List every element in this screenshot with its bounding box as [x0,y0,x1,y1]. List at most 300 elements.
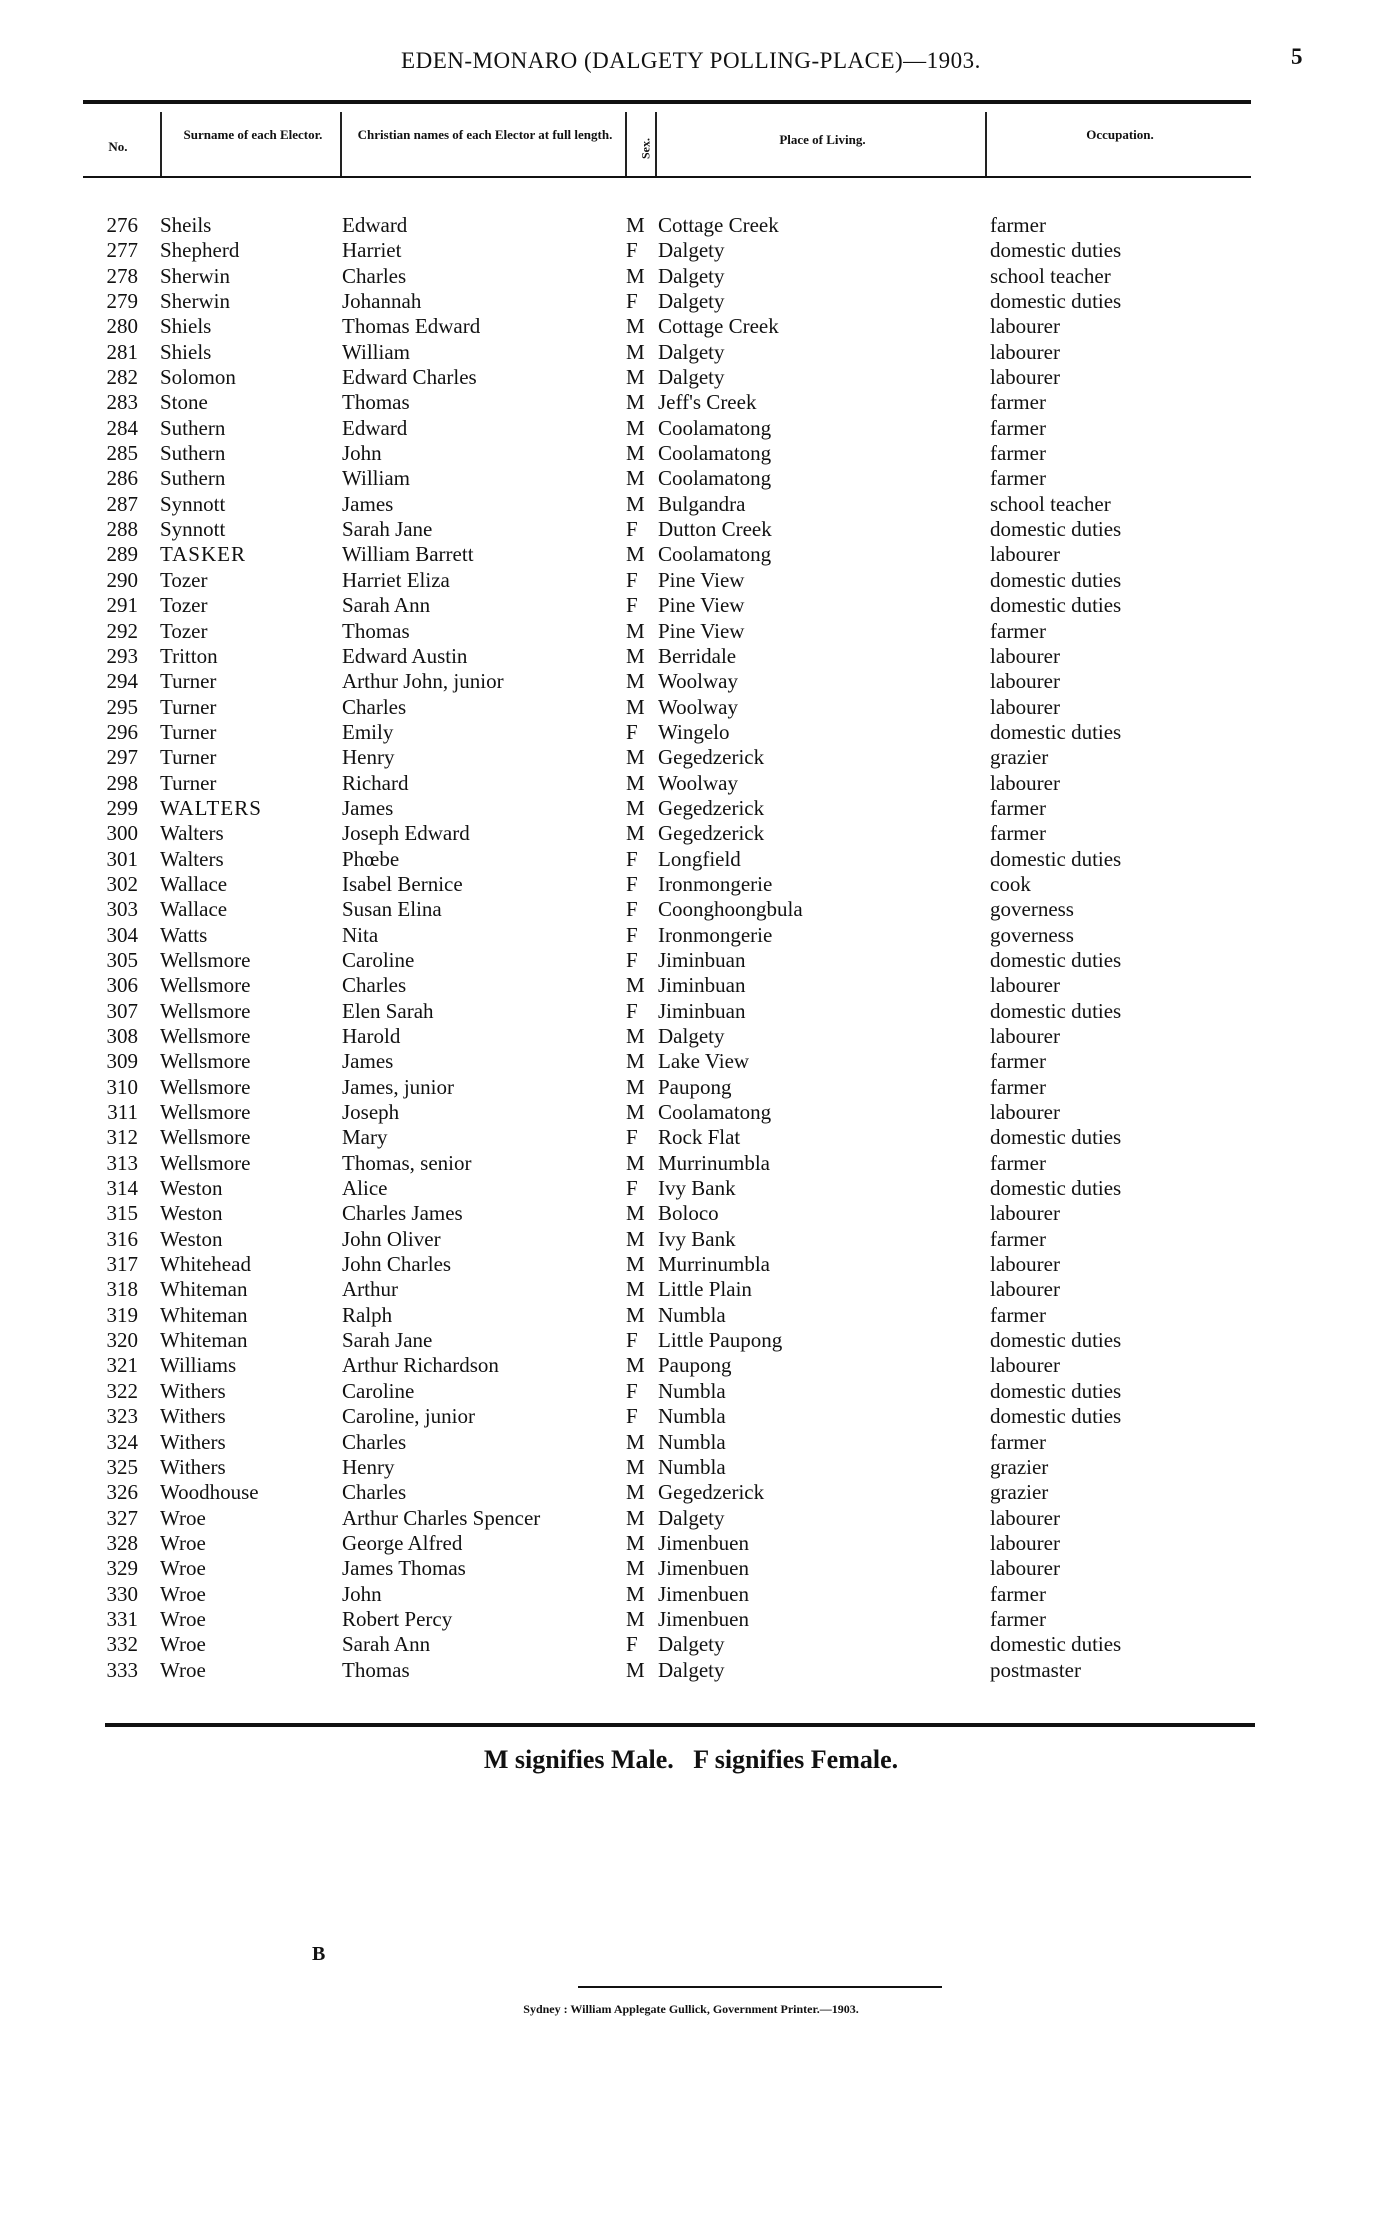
elector-sex: M [626,1657,645,1682]
elector-christian-names: Joseph Edward [342,821,470,846]
elector-place: Wingelo [658,719,730,744]
elector-christian-names: Alice [342,1176,388,1201]
elector-occupation: labourer [990,1201,1060,1226]
elector-place: Dalgety [658,1657,725,1682]
elector-surname: Weston [160,1201,223,1226]
elector-occupation: cook [990,871,1031,896]
table-row [0,1252,1382,1277]
elector-occupation: school teacher [990,491,1111,516]
elector-christian-names: Sarah Ann [342,593,431,618]
elector-sex: M [626,1252,645,1277]
printer-imprint: Sydney : William Applegate Gullick, Government Printer.—1903. [523,2002,859,2016]
column-header-sex: Sex. [638,138,653,159]
elector-number: 321 [106,1353,138,1378]
elector-surname: Wroe [160,1556,206,1581]
elector-place: Cottage Creek [658,213,779,237]
elector-christian-names: Charles [342,694,407,719]
elector-number: 296 [106,719,138,744]
elector-sex: M [626,1429,645,1454]
elector-sex: M [626,1049,645,1074]
elector-number: 291 [106,593,138,618]
elector-christian-names: Caroline [342,1378,415,1403]
elector-place: Ironmongerie [658,922,773,947]
elector-christian-names: James [342,795,394,820]
elector-sex: M [626,1454,645,1479]
elector-christian-names: Mary [342,1125,388,1150]
elector-occupation: labourer [990,1252,1060,1277]
elector-place: Jeff's Creek [658,390,757,415]
elector-sex: M [626,390,645,415]
elector-occupation: labourer [990,1024,1060,1048]
table-row [0,517,1382,542]
elector-sex: F [626,238,638,263]
elector-number: 327 [106,1505,138,1530]
elector-place: Pine View [658,567,745,592]
elector-surname: Whiteman [160,1277,248,1302]
table-row [0,821,1382,846]
elector-sex: M [626,1480,645,1505]
column-header-no: No. [108,139,128,154]
table-row [0,1049,1382,1074]
elector-sex: M [626,1606,645,1631]
table-row [0,1328,1382,1353]
column-header-christian: Christian names of each Elector at full length. [357,127,613,142]
table-row [0,1201,1382,1226]
elector-place: Woolway [658,770,738,795]
elector-occupation: farmer [990,390,1046,415]
table-row [0,1531,1382,1556]
elector-christian-names: William Barrett [342,542,474,567]
elector-sex: M [626,365,645,390]
elector-place: Dalgety [658,339,725,364]
elector-occupation: labourer [990,1505,1060,1530]
elector-place: Jimenbuen [658,1606,749,1631]
elector-surname: WALTERS [160,795,262,820]
elector-occupation: farmer [990,441,1046,466]
elector-number: 314 [106,1176,138,1201]
elector-occupation: labourer [990,1353,1060,1378]
elector-place: Berridale [658,643,737,668]
elector-surname: Wellsmore [160,1125,251,1150]
elector-christian-names: Caroline, junior [342,1404,475,1429]
elector-christian-names: Johannah [342,289,422,314]
elector-christian-names: Charles [342,1480,407,1505]
elector-sex: M [626,770,645,795]
elector-occupation: labourer [990,339,1060,364]
elector-surname: Williams [160,1353,237,1378]
elector-surname: Wellsmore [160,1100,251,1125]
elector-occupation: farmer [990,1606,1046,1631]
elector-occupation: domestic duties [990,1378,1122,1403]
elector-occupation: farmer [990,1302,1046,1327]
elector-surname: Wroe [160,1505,206,1530]
elector-number: 283 [106,390,138,415]
elector-occupation: farmer [990,1581,1046,1606]
elector-sex: M [626,1150,645,1175]
elector-christian-names: Robert Percy [342,1606,453,1631]
elector-place: Murrinumbla [658,1150,770,1175]
elector-occupation: postmaster [990,1657,1081,1682]
elector-number: 304 [106,922,138,947]
elector-surname: Wellsmore [160,1074,251,1099]
table-row [0,1404,1382,1429]
elector-place: Coolamatong [658,415,772,440]
elector-number: 293 [106,643,138,668]
table-row [0,1556,1382,1581]
elector-place: Woolway [658,694,738,719]
elector-surname: Walters [160,846,224,871]
elector-christian-names: Arthur John, junior [342,669,504,694]
elector-sex: F [626,846,638,871]
elector-sex: M [626,1302,645,1327]
table-row [0,1455,1382,1480]
elector-occupation: farmer [990,618,1046,643]
elector-christian-names: William [342,339,410,364]
table-row [0,1075,1382,1100]
elector-number: 322 [106,1378,138,1403]
elector-surname: Wellsmore [160,947,251,972]
elector-christian-names: Charles [342,973,407,998]
elector-occupation: grazier [990,1454,1049,1479]
elector-occupation: grazier [990,1480,1049,1505]
table-row [0,213,1382,238]
elector-surname: Walters [160,821,224,846]
elector-sex: M [626,1074,645,1099]
elector-place: Jiminbuan [658,947,746,972]
elector-christian-names: Sarah Ann [342,1632,431,1657]
elector-christian-names: Charles [342,1429,407,1454]
table-row [0,264,1382,289]
elector-christian-names: Edward [342,213,408,237]
elector-christian-names: Sarah Jane [342,517,433,542]
elector-sex: M [626,213,645,237]
elector-place: Dalgety [658,1024,725,1048]
elector-number: 311 [107,1100,138,1125]
table-row [0,1480,1382,1505]
elector-sex: M [626,1581,645,1606]
elector-place: Paupong [658,1074,732,1099]
elector-occupation: domestic duties [990,998,1122,1023]
sheet-signature-mark: B [312,1943,326,1965]
elector-place: Gegedzerick [658,745,765,770]
elector-surname: Wroe [160,1632,206,1657]
elector-sex: M [626,441,645,466]
elector-sex: F [626,593,638,618]
column-divider [160,112,162,178]
elector-occupation: farmer [990,821,1046,846]
elector-place: Numbla [658,1302,726,1327]
elector-sex: M [626,1505,645,1530]
elector-place: Longfield [658,846,741,871]
elector-occupation: domestic duties [990,567,1122,592]
elector-occupation: domestic duties [990,719,1122,744]
elector-number: 284 [106,415,138,440]
elector-surname: Sherwin [160,289,230,314]
elector-number: 300 [106,821,138,846]
elector-surname: Tozer [160,618,208,643]
elector-place: Paupong [658,1353,732,1378]
elector-sex: M [626,1024,645,1048]
elector-place: Ironmongerie [658,871,773,896]
elector-sex: F [626,998,638,1023]
elector-surname: Synnott [160,491,226,516]
elector-place: Numbla [658,1404,726,1429]
table-row [0,720,1382,745]
elector-occupation: labourer [990,542,1060,567]
elector-christian-names: Phœbe [342,846,400,871]
elector-number: 292 [106,618,138,643]
elector-sex: F [626,1328,638,1353]
elector-christian-names: Thomas [342,618,410,643]
elector-surname: Whiteman [160,1302,248,1327]
elector-occupation: governess [990,922,1074,947]
elector-number: 285 [106,441,138,466]
elector-christian-names: Sarah Jane [342,1328,433,1353]
elector-number: 324 [106,1429,138,1454]
elector-christian-names: James, junior [342,1074,454,1099]
table-row [0,669,1382,694]
elector-sex: M [626,618,645,643]
table-row [0,1658,1382,1683]
elector-occupation: labourer [990,694,1060,719]
elector-surname: Withers [160,1429,226,1454]
table-row [0,1176,1382,1201]
elector-sex: F [626,1176,638,1201]
elector-christian-names: Henry [342,745,395,770]
elector-occupation: farmer [990,1049,1046,1074]
elector-surname: Wroe [160,1581,206,1606]
table-row [0,973,1382,998]
table-row [0,1607,1382,1632]
elector-sex: M [626,263,645,288]
elector-christian-names: Edward Charles [342,365,477,390]
elector-christian-names: Caroline [342,947,415,972]
elector-christian-names: James [342,1049,394,1074]
elector-place: Coolamatong [658,441,772,466]
table-row [0,1125,1382,1150]
elector-occupation: farmer [990,1429,1046,1454]
elector-sex: M [626,314,645,339]
elector-christian-names: Edward [342,415,408,440]
elector-occupation: labourer [990,643,1060,668]
elector-surname: Turner [160,669,217,694]
elector-surname: Watts [160,922,208,947]
elector-place: Lake View [658,1049,750,1074]
elector-christian-names: Emily [342,719,394,744]
elector-place: Coolamatong [658,542,772,567]
elector-surname: Weston [160,1226,223,1251]
elector-place: Ivy Bank [658,1176,736,1201]
elector-number: 299 [106,795,138,820]
elector-surname: Wellsmore [160,973,251,998]
elector-number: 301 [106,846,138,871]
elector-surname: Shiels [160,339,212,364]
elector-christian-names: Arthur Richardson [342,1353,499,1378]
elector-surname: Wallace [160,897,228,922]
elector-occupation: labourer [990,1277,1060,1302]
elector-sex: M [626,1277,645,1302]
elector-christian-names: Ralph [342,1302,393,1327]
table-row [0,745,1382,770]
elector-place: Jimenbuen [658,1530,749,1555]
elector-sex: M [626,1226,645,1251]
elector-christian-names: William [342,466,410,491]
elector-place: Coolamatong [658,1100,772,1125]
elector-number: 305 [106,947,138,972]
elector-occupation: labourer [990,1530,1060,1555]
elector-number: 282 [106,365,138,390]
elector-occupation: domestic duties [990,846,1122,871]
sex-legend: M signifies Male. F signifies Female. [483,1745,899,1774]
elector-place: Ivy Bank [658,1226,736,1251]
elector-christian-names: John [342,441,382,466]
elector-occupation: domestic duties [990,1125,1122,1150]
elector-number: 317 [106,1252,138,1277]
elector-number: 316 [106,1226,138,1251]
elector-occupation: domestic duties [990,238,1122,263]
printer-rule [578,1986,942,1988]
elector-number: 308 [106,1024,138,1048]
table-row [0,441,1382,466]
elector-number: 303 [106,897,138,922]
elector-number: 280 [106,314,138,339]
elector-place: Dutton Creek [658,517,772,542]
elector-christian-names: Charles James [342,1201,463,1226]
elector-number: 277 [106,238,138,263]
table-row [0,948,1382,973]
elector-christian-names: Arthur [342,1277,398,1302]
elector-occupation: school teacher [990,263,1111,288]
page-number: 5 [1291,44,1303,69]
table-row [0,289,1382,314]
elector-surname: Whitehead [160,1252,251,1277]
elector-christian-names: Nita [342,922,379,947]
elector-surname: Wroe [160,1657,206,1682]
elector-occupation: domestic duties [990,1632,1122,1657]
elector-sex: M [626,694,645,719]
elector-surname: Woodhouse [160,1480,259,1505]
elector-place: Dalgety [658,289,725,314]
elector-place: Numbla [658,1378,726,1403]
table-row [0,796,1382,821]
table-row [0,390,1382,415]
table-row [0,340,1382,365]
table-row [0,771,1382,796]
elector-surname: Shiels [160,314,212,339]
elector-surname: Suthern [160,441,226,466]
elector-place: Pine View [658,618,745,643]
elector-number: 309 [106,1049,138,1074]
elector-occupation: domestic duties [990,517,1122,542]
elector-christian-names: Joseph [342,1100,400,1125]
elector-christian-names: Richard [342,770,409,795]
elector-sex: M [626,745,645,770]
elector-place: Gegedzerick [658,1480,765,1505]
elector-surname: Suthern [160,466,226,491]
elector-number: 302 [106,871,138,896]
elector-occupation: labourer [990,669,1060,694]
elector-number: 312 [106,1125,138,1150]
elector-place: Jiminbuan [658,973,746,998]
elector-number: 278 [106,263,138,288]
elector-occupation: domestic duties [990,289,1122,314]
elector-place: Gegedzerick [658,821,765,846]
elector-sex: M [626,795,645,820]
table-row [0,923,1382,948]
elector-sex: M [626,973,645,998]
elector-number: 330 [106,1581,138,1606]
elector-christian-names: Harriet Eliza [342,567,450,592]
elector-place: Murrinumbla [658,1252,770,1277]
elector-surname: TASKER [160,542,246,567]
elector-occupation: domestic duties [990,947,1122,972]
table-row [0,872,1382,897]
elector-sex: M [626,542,645,567]
table-row [0,466,1382,491]
elector-occupation: farmer [990,466,1046,491]
elector-occupation: domestic duties [990,1176,1122,1201]
elector-place: Jimenbuen [658,1581,749,1606]
elector-occupation: labourer [990,1100,1060,1125]
elector-sex: M [626,1530,645,1555]
elector-sex: F [626,517,638,542]
column-header-surname: Surname of each Elector. [183,127,323,142]
elector-sex: M [626,821,645,846]
elector-sex: F [626,289,638,314]
table-row [0,542,1382,567]
elector-christian-names: Edward Austin [342,643,468,668]
elector-christian-names: Thomas Edward [342,314,481,339]
elector-place: Numbla [658,1429,726,1454]
electors-list [0,213,1382,1683]
elector-surname: Withers [160,1404,226,1429]
elector-occupation: farmer [990,795,1046,820]
elector-sex: M [626,491,645,516]
elector-number: 297 [106,745,138,770]
elector-place: Woolway [658,669,738,694]
elector-number: 319 [106,1302,138,1327]
elector-number: 332 [106,1632,138,1657]
elector-place: Numbla [658,1454,726,1479]
elector-place: Dalgety [658,238,725,263]
elector-place: Rock Flat [658,1125,741,1150]
elector-number: 279 [106,289,138,314]
elector-occupation: farmer [990,1074,1046,1099]
elector-christian-names: John [342,1581,382,1606]
elector-christian-names: Henry [342,1454,395,1479]
elector-sex: F [626,871,638,896]
elector-number: 281 [106,339,138,364]
elector-number: 307 [106,998,138,1023]
elector-christian-names: Harriet [342,238,402,263]
elector-sex: M [626,669,645,694]
elector-sex: F [626,1632,638,1657]
header-rule-bottom [83,176,1251,178]
table-row [0,492,1382,517]
elector-number: 326 [106,1480,138,1505]
table-row [0,897,1382,922]
elector-surname: Suthern [160,415,226,440]
elector-place: Pine View [658,593,745,618]
column-divider [985,112,987,178]
elector-number: 333 [106,1657,138,1682]
elector-occupation: labourer [990,365,1060,390]
elector-surname: Turner [160,719,217,744]
elector-christian-names: Charles [342,263,407,288]
elector-surname: Stone [160,390,208,415]
elector-number: 328 [106,1530,138,1555]
elector-occupation: domestic duties [990,1404,1122,1429]
